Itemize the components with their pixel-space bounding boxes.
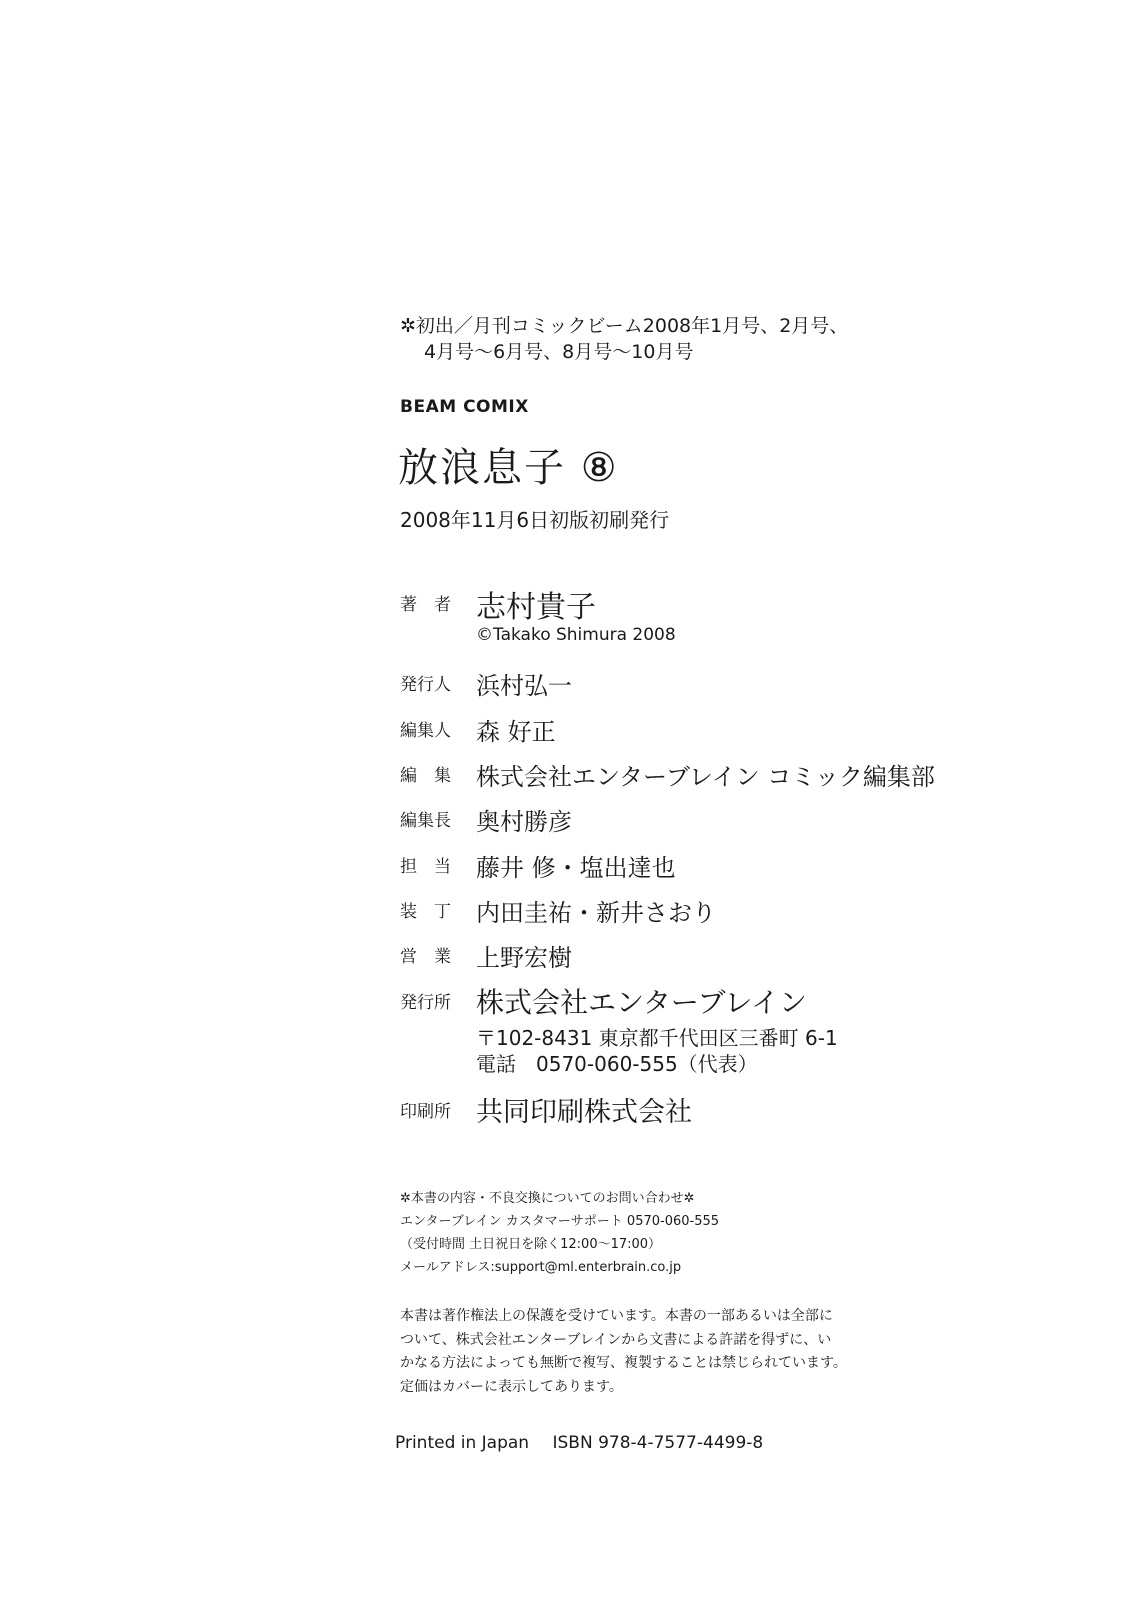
book-title: 放浪息子 ⑧	[398, 445, 619, 491]
credit-label: 担 当	[400, 857, 451, 877]
copyright-notice	[400, 1305, 847, 1399]
credit-label: 印刷所	[400, 1102, 451, 1122]
credit-value: 上野宏樹	[476, 944, 572, 972]
credit-label: 編集長	[400, 811, 451, 831]
isbn: ISBN 978-4-7577-4499-8	[552, 1433, 764, 1453]
credit-value: 藤井 修・塩出達也	[476, 854, 676, 882]
printer-name: 共同印刷株式会社	[476, 1097, 692, 1128]
contact-email-line: メールアドレス:support@ml.enterbrain.co.jp	[400, 1260, 682, 1275]
contact-heading: ✲本書の内容・不良交換についてのお問い合わせ✲	[400, 1191, 695, 1206]
credit-value: 株式会社エンターブレイン コミック編集部	[476, 763, 935, 791]
first-publication-note	[400, 313, 848, 365]
credit-label: 発行人	[400, 675, 451, 695]
footer	[395, 1433, 763, 1453]
credit-label: 編集人	[400, 721, 451, 741]
credit-value: 内田圭祐・新井さおり	[476, 899, 716, 927]
credit-label: 著 者	[400, 595, 451, 615]
credit-value: 森 好正	[476, 718, 556, 746]
notice-line: 本書は著作権法上の保護を受けています。本書の一部あるいは全部に	[400, 1308, 833, 1324]
publisher-address: 〒102-8431 東京都千代田区三番町 6-1	[476, 1026, 838, 1050]
publisher-name: 株式会社エンターブレイン	[476, 986, 807, 1019]
series-name: BEAM COMIX	[400, 397, 529, 417]
first-publication-line-2: 4月号〜6月号、8月号〜10月号	[424, 341, 694, 363]
credit-label: 発行所	[400, 993, 451, 1013]
first-publication-line-1: ✲初出／月刊コミックビーム2008年1月号、2月号、	[400, 315, 849, 337]
copyright-line: ©Takako Shimura 2008	[476, 625, 676, 645]
notice-line: ついて、株式会社エンターブレインから文書による許諾を得ずに、い	[400, 1331, 832, 1348]
contact-support-line: エンターブレイン カスタマーサポート 0570-060-555	[400, 1214, 720, 1229]
notice-line: 定価はカバーに表示してあります。	[400, 1378, 623, 1395]
credit-label: 装 丁	[400, 902, 451, 922]
contact-info	[400, 1187, 719, 1279]
author-name: 志村貴子	[476, 590, 596, 625]
credit-label: 営 業	[400, 947, 451, 967]
credit-label: 編 集	[400, 766, 451, 786]
printed-in-japan: Printed in Japan	[395, 1433, 530, 1453]
credit-value: 浜村弘一	[476, 672, 572, 700]
contact-hours-line: （受付時間 土日祝日を除く12:00〜17:00）	[400, 1237, 662, 1252]
publisher-phone: 電話 0570-060-555（代表）	[476, 1052, 758, 1076]
notice-line: かなる方法によっても無断で複写、複製することは禁じられています。	[400, 1355, 847, 1371]
credit-value: 奥村勝彦	[476, 808, 572, 836]
publication-date: 2008年11月6日初版初刷発行	[400, 508, 670, 532]
